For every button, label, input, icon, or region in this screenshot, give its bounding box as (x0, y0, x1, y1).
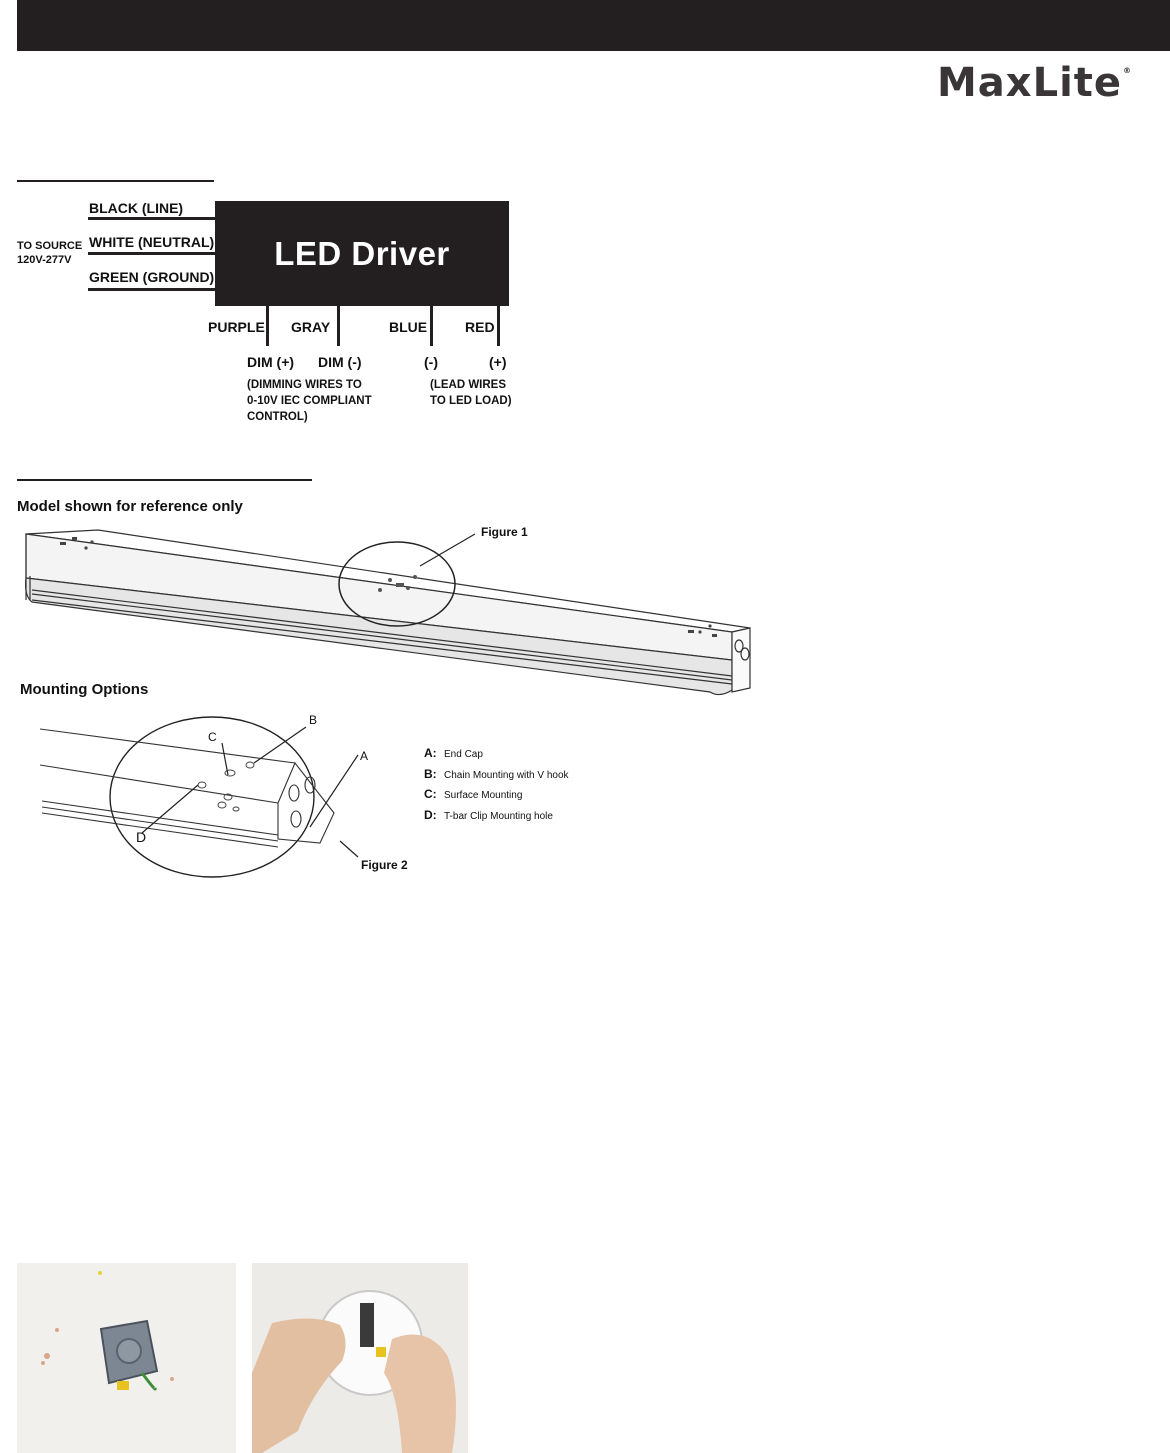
maxlite-logo: MaxLite® (937, 60, 1133, 106)
wire-white (88, 252, 215, 255)
source-label-line2: 120V-277V (17, 254, 72, 266)
figure-2-letter-d: D (136, 829, 147, 845)
legend-item-d: D: T-bar Clip Mounting hole (424, 807, 553, 822)
header-bar (17, 0, 1170, 51)
source-label-line1: TO SOURCE (17, 240, 83, 252)
wire-black (88, 217, 215, 220)
output-dim-minus: DIM (-) (318, 354, 362, 370)
figure-2-letter-c: C (208, 730, 217, 744)
wire-label-green: GREEN (GROUND) (89, 269, 215, 285)
wire-label-white: WHITE (NEUTRAL) (89, 234, 215, 250)
wire-purple (266, 306, 269, 346)
legend-item-a: A: End Cap (424, 746, 483, 760)
output-lead-minus: (-) (424, 354, 438, 370)
photo-mounting-plate (252, 1263, 468, 1453)
output-dim-plus: DIM (+) (247, 354, 295, 370)
legend-item-c: C: Surface Mounting (424, 787, 523, 801)
led-driver-label: LED Driver (274, 234, 450, 272)
output-lead-plus: (+) (489, 354, 507, 370)
dim-note-line1: (DIMMING WIRES TO (247, 379, 362, 391)
wire-label-black: BLACK (LINE) (89, 200, 184, 216)
wire-label-blue: BLUE (389, 319, 428, 335)
mounting-detail-drawing (40, 715, 370, 885)
section-rule-wiring (17, 180, 214, 182)
dim-note-line2: 0-10V IEC COMPLIANT (247, 395, 372, 407)
figure-2-letter-b: B (309, 713, 318, 727)
legend-item-b: B: Chain Mounting with V hook (424, 766, 569, 781)
lead-note-line1: (LEAD WIRES (430, 379, 507, 391)
wire-label-red: RED (465, 319, 495, 335)
mounting-legend (424, 744, 569, 826)
wire-label-purple: PURPLE (208, 319, 265, 335)
wire-green (88, 288, 215, 291)
figure-2-letter-a: A (360, 749, 369, 763)
wire-blue (430, 306, 433, 346)
wire-red (497, 306, 500, 346)
wire-label-gray: GRAY (291, 319, 331, 335)
section-rule-installation (17, 479, 312, 481)
figure-1-label: Figure 1 (481, 525, 528, 539)
mounting-options-title: Mounting Options (20, 681, 149, 698)
led-driver-box (215, 201, 509, 306)
lead-note-line2: TO LED LOAD) (430, 395, 512, 407)
wire-gray (337, 306, 340, 346)
model-note: Model shown for reference only (17, 498, 243, 515)
figure-2-label: Figure 2 (361, 858, 408, 872)
dim-note-line3: CONTROL) (247, 411, 308, 423)
photo-junction-box (17, 1263, 236, 1453)
